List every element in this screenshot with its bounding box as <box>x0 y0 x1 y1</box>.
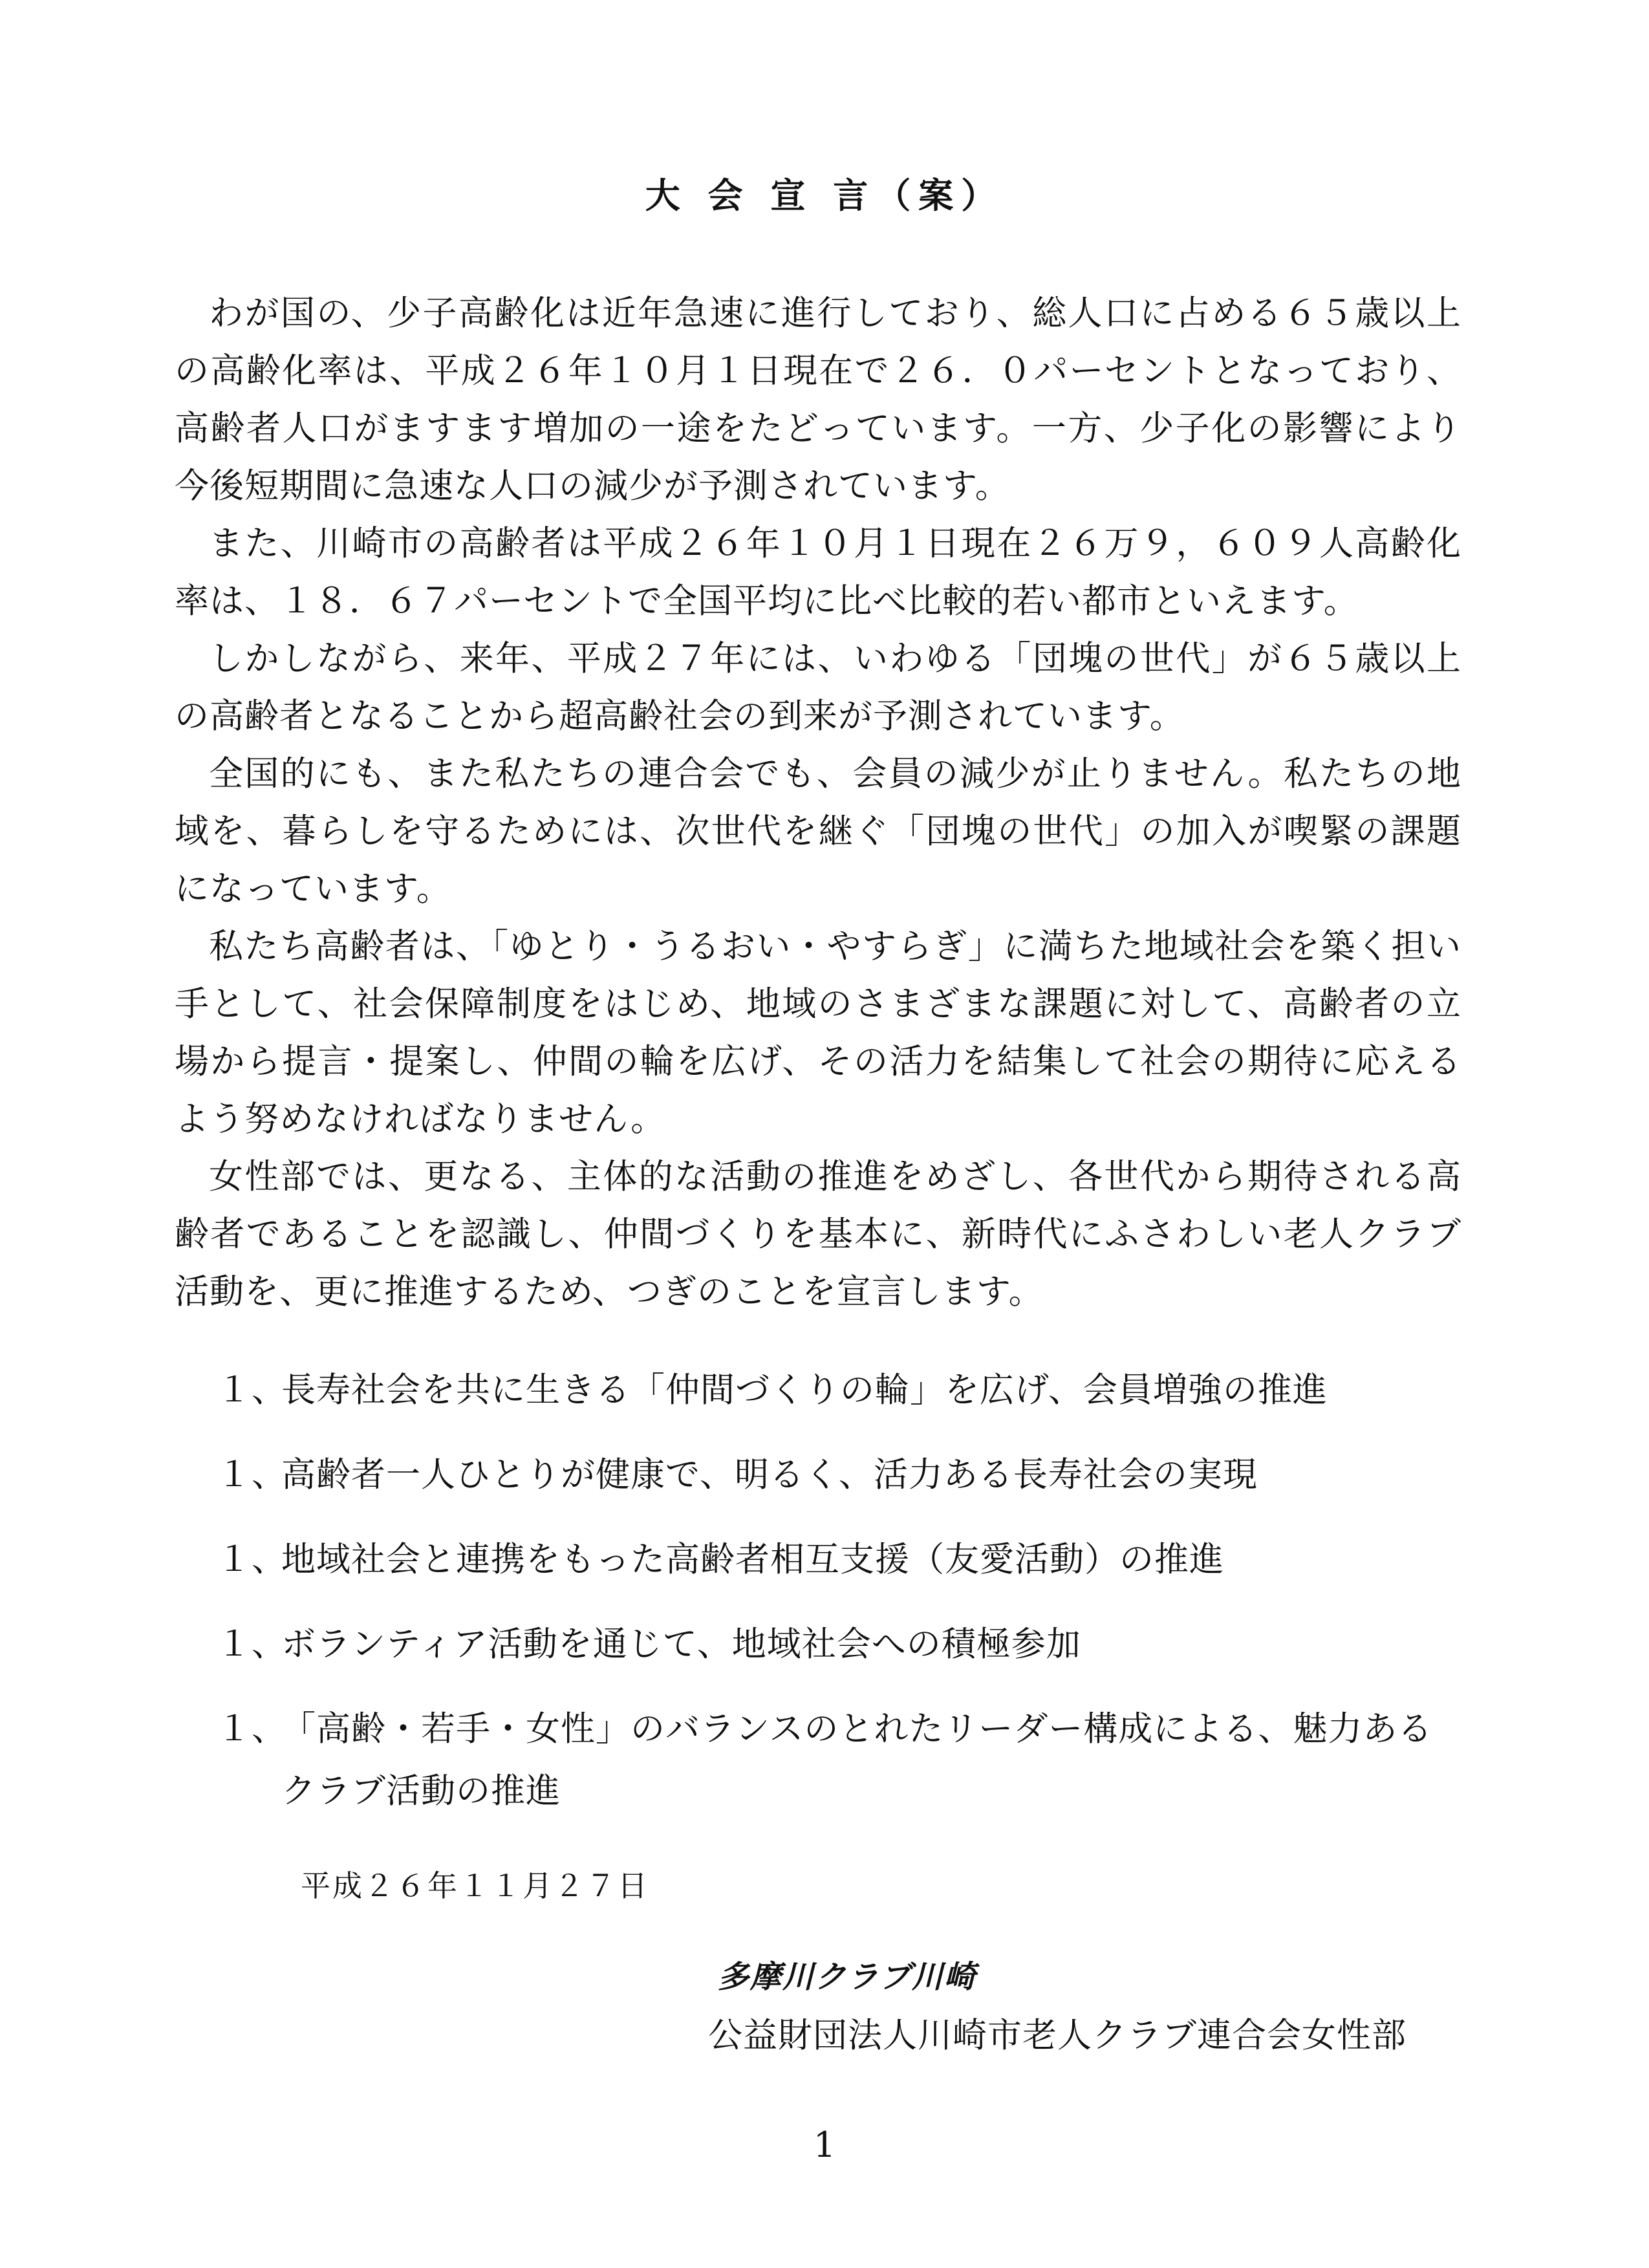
resolution-item <box>217 1537 1445 1582</box>
organization-name-handwritten: 多摩川クラブ川崎 <box>718 1959 977 1995</box>
resolution-item <box>217 1453 1445 1498</box>
page-number: 1 <box>813 2124 836 2165</box>
declaration-date: 平成２６年１１月２７日 <box>301 1868 649 1903</box>
resolution-text: 長寿社会を共に生きる「仲間づくりの輪」を広げ、会員増強の推進 <box>281 1370 1328 1410</box>
resolution-number: １、 <box>217 1540 286 1579</box>
resolution-list <box>217 1368 1445 1862</box>
resolution-number: １、 <box>217 1625 286 1664</box>
resolution-text: 地域社会と連携をもった高齢者相互支援（友愛活動）の推進 <box>281 1540 1224 1579</box>
paragraph: 私たち高齢者は、「ゆとり・うるおい・やすらぎ」に満ちた地域社会を築く担い手として、社会保障制度をはじめ、地域のさまざまな課題に対して、高齢者の立場から提言・提案し、仲間の輪を広げ、その活力を結集して社会の期待に応えるよう努めなければなりません。 <box>175 927 1461 1139</box>
paragraph: しかしながら、来年、平成２７年には、いわゆる「団塊の世代」が６５歳以上の高齢者となることから超高齢社会の到来が予測されています。 <box>175 639 1461 736</box>
declaration-body <box>175 285 1461 1321</box>
resolution-number: １、 <box>217 1709 286 1749</box>
document-title: 大 会 宣 言（案） <box>645 175 1004 216</box>
resolution-text: 「高齢・若手・女性」のバランスのとれたリーダー構成による、魅力あるクラブ活動の推進 <box>281 1709 1433 1811</box>
resolution-number: １、 <box>217 1455 286 1495</box>
resolution-text: 高齢者一人ひとりが健康で、明るく、活力ある長寿社会の実現 <box>281 1455 1258 1495</box>
paragraph: 全国的にも、また私たちの連合会でも、会員の減少が止りません。私たちの地域を、暮らしを守るためには、次世代を継ぐ「団塊の世代」の加入が喫緊の課題になっています。 <box>175 754 1461 909</box>
paragraph: また、川崎市の高齢者は平成２６年１０月１日現在２６万９，６０９人高齢化率は、１８．６７パーセントで全国平均に比べ比較的若い都市といえます。 <box>175 524 1461 621</box>
paragraph: 女性部では、更なる、主体的な活動の推進をめざし、各世代から期待される高齢者であることを認識し、仲間づくりを基本に、新時代にふさわしい老人クラブ活動を、更に推進するため、つぎのことを宣言します。 <box>175 1157 1461 1312</box>
resolution-number: １、 <box>217 1370 286 1410</box>
resolution-item <box>217 1707 1445 1822</box>
paragraph: わが国の、少子高齢化は近年急速に進行しており、総人口に占める６５歳以上の高齢化率は、平成２６年１０月１日現在で２６．０パーセントとなっており、高齢者人口がますます増加の一途をたどっています。一方、少子化の影響により今後短期間に急速な人口の減少が予測されています。 <box>175 294 1461 506</box>
resolution-text: ボランティア活動を通じて、地域社会への積極参加 <box>281 1625 1081 1664</box>
resolution-item <box>217 1368 1445 1413</box>
resolution-item <box>217 1622 1445 1667</box>
organization-name: 公益財団法人川崎市老人クラブ連合会女性部 <box>708 2016 1406 2055</box>
